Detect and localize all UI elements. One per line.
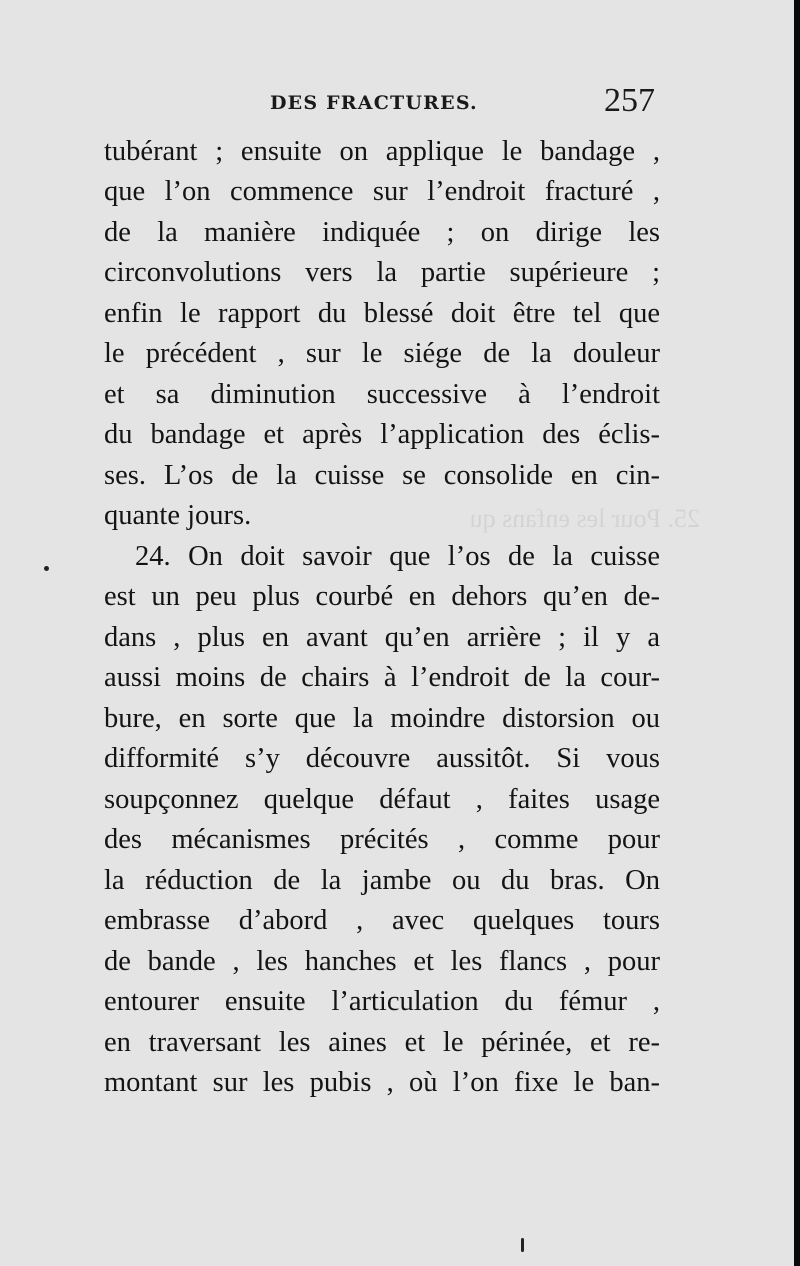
- text-line: circonvolutions vers la partie supérieure ;: [104, 257, 660, 288]
- text-line: embrasse d’abord , avec quelques tours: [104, 905, 660, 936]
- text-line: dans , plus en avant qu’en arrière ; il y a: [104, 622, 660, 653]
- text-line: enfin le rapport du blessé doit être tel que: [104, 298, 660, 329]
- text-line: aussi moins de chairs à l’endroit de la cour-: [104, 662, 660, 693]
- text-line: de la manière indiquée ; on dirige les: [104, 217, 660, 248]
- text-line: en traversant les aines et le périnée, et re-: [104, 1027, 660, 1058]
- text-line: et sa diminution successive à l’endroit: [104, 379, 660, 410]
- bleed-through-text: 25. Pour les enfans qu: [469, 504, 700, 533]
- dust-speck: [521, 1238, 524, 1252]
- text-line: bure, en sorte que la moindre distorsion ou: [104, 703, 660, 734]
- text-line: soupçonnez quelque défaut , faites usage: [104, 784, 660, 815]
- page-number: 257: [604, 82, 655, 119]
- text-line: la réduction de la jambe ou du bras. On: [104, 865, 660, 896]
- text-line: tubérant ; ensuite on applique le bandage ,: [104, 136, 660, 167]
- page-edge-shadow: [794, 0, 800, 1266]
- text-line: des mécanismes précités , comme pour: [104, 824, 660, 855]
- text-line: entourer ensuite l’articulation du fémur ,: [104, 986, 660, 1017]
- paragraph-first-line: 24. On doit savoir que l’os de la cuisse: [135, 541, 660, 572]
- text-line: le précédent , sur le siége de la douleur: [104, 338, 660, 369]
- text-line: du bandage et après l’application des éclis-: [104, 419, 660, 450]
- text-line: que l’on commence sur l’endroit fracturé ,: [104, 176, 660, 207]
- text-line: ses. L’os de la cuisse se consolide en cin-: [104, 460, 660, 491]
- text-line: montant sur les pubis , où l’on fixe le ban-: [104, 1067, 660, 1098]
- text-line: quante jours.: [104, 500, 252, 531]
- text-line: est un peu plus courbé en dehors qu’en de-: [104, 581, 660, 612]
- text-line: de bande , les hanches et les flancs , pour: [104, 946, 660, 977]
- dust-speck: [44, 566, 49, 571]
- text-line: difformité s’y découvre aussitôt. Si vous: [104, 743, 660, 774]
- running-title: DES FRACTURES.: [270, 92, 478, 114]
